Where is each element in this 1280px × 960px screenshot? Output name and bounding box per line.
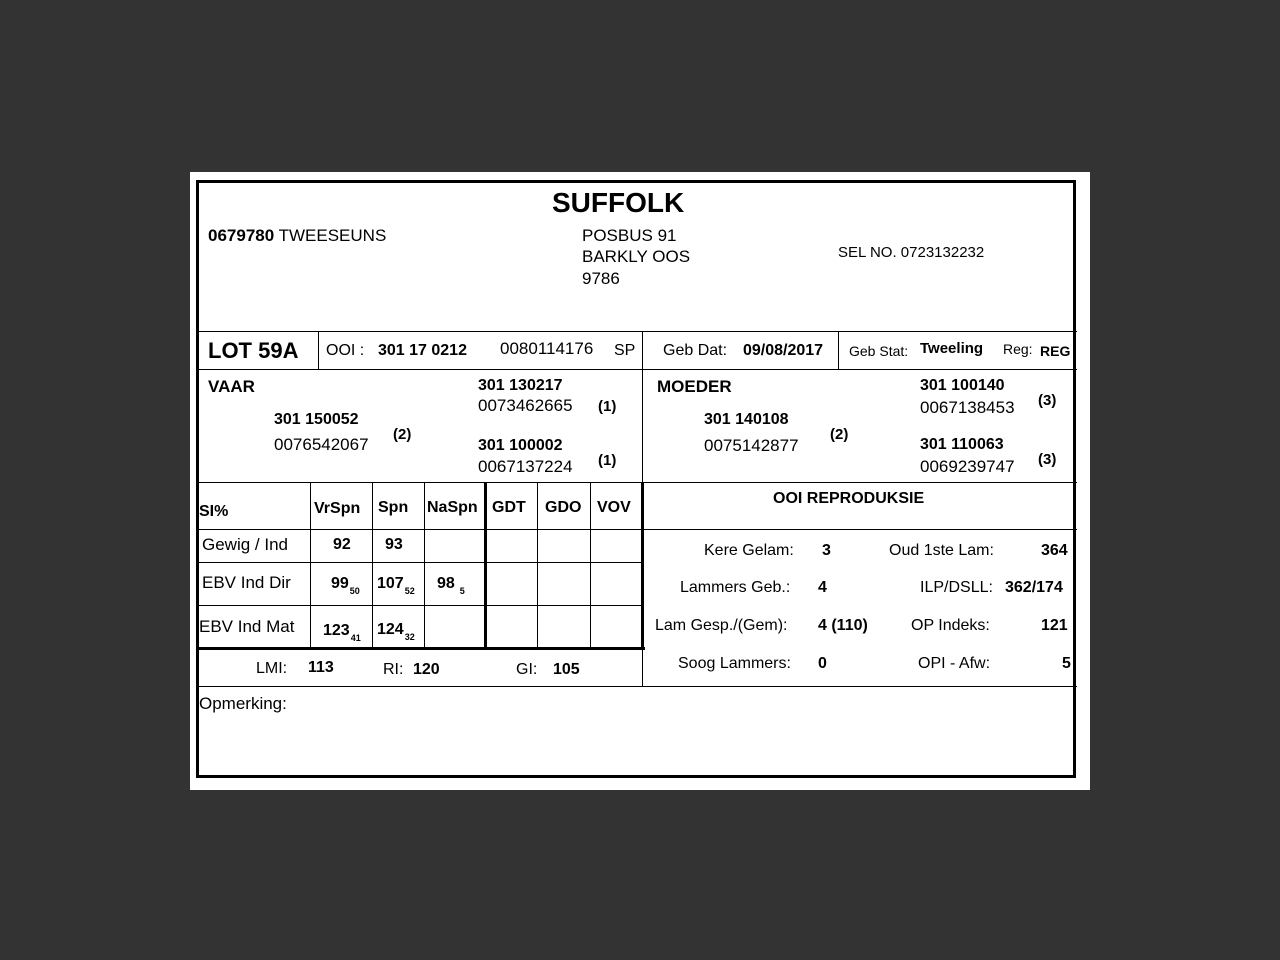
si-header-gdt: GDT (492, 499, 526, 516)
reproduction-title: OOI REPRODUKSIE (773, 490, 925, 507)
si-row-label: Gewig / Ind (202, 535, 288, 554)
moeder-sire-reg: 0067138453 (920, 398, 1015, 417)
lammers-geb-value: 4 (818, 579, 827, 596)
ooi-number: 301 17 0212 (378, 342, 467, 359)
op-indeks-label: OP Indeks: (911, 617, 990, 634)
ilp-label: ILP/DSLL: (920, 579, 993, 596)
remarks-label: Opmerking: (199, 694, 287, 713)
ri-label: RI: (383, 661, 404, 678)
divider (372, 483, 373, 648)
vaar-count: (2) (393, 426, 412, 443)
kere-gelam-label: Kere Gelam: (704, 542, 794, 559)
moeder-sire-id: 301 100140 (920, 377, 1005, 394)
moeder-dam-reg: 0069239747 (920, 457, 1015, 476)
lmi-label: LMI: (256, 660, 288, 677)
si-header-gdo: GDO (545, 499, 582, 516)
lot-number: LOT 59A (208, 338, 299, 363)
si-cell-spn: $107_{52}$ (377, 575, 415, 596)
si-cell-spn: $124_{32}$ (377, 621, 415, 642)
si-header-vov: VOV (597, 499, 631, 516)
vaar-reg: 0076542067 (274, 435, 369, 454)
divider (199, 529, 643, 530)
lammers-geb-label: Lammers Geb.: (680, 579, 791, 596)
kere-gelam-value: 3 (822, 542, 831, 559)
vaar-dam-id: 301 100002 (478, 437, 563, 454)
gi-label: GI: (516, 661, 538, 678)
divider (590, 483, 591, 648)
divider (310, 483, 311, 648)
birth-date-label: Geb Dat: (663, 342, 728, 359)
moeder-label: MOEDER (657, 377, 732, 396)
divider (642, 529, 1077, 530)
divider (199, 686, 1077, 687)
reg-label: Reg: (1003, 341, 1033, 357)
divider (641, 483, 644, 649)
opi-value: 5 (1062, 655, 1071, 672)
soog-label: Soog Lammers: (678, 655, 791, 672)
divider (537, 483, 538, 648)
divider (199, 331, 1077, 332)
divider (199, 605, 643, 606)
ooi-reg-number: 0080114176 (500, 339, 594, 358)
si-header-naspn: NaSpn (427, 499, 478, 516)
breed-title: SUFFOLK (552, 187, 685, 218)
si-header-vrspn: VrSpn (314, 500, 361, 517)
ooi-label: OOI : (326, 342, 365, 359)
divider (199, 647, 645, 650)
address-line-1: POSBUS 91 (582, 226, 677, 245)
owner-line (208, 227, 386, 244)
oud-label: Oud 1ste Lam: (889, 542, 994, 559)
lam-gesp-label: Lam Gesp./(Gem): (655, 617, 788, 634)
reg-status: REG (1040, 343, 1071, 359)
vaar-sire-count: (1) (598, 398, 617, 415)
vaar-dam-reg: 0067137224 (478, 457, 573, 476)
si-row-label: EBV Ind Dir (202, 573, 291, 592)
birth-status-label: Geb Stat: (849, 343, 909, 359)
divider (318, 331, 319, 369)
gi-value: 105 (553, 661, 580, 678)
op-indeks-value: 121 (1041, 617, 1068, 634)
si-cell-vrspn: $99_{50}$ (331, 575, 360, 596)
address-line-2: BARKLY OOS (582, 247, 691, 266)
divider (199, 482, 1077, 483)
si-cell-vrspn: $123_{41}$ (323, 622, 361, 643)
moeder-dam-id: 301 110063 (920, 436, 1004, 453)
opi-label: OPI - Afw: (918, 655, 991, 672)
si-row-label: EBV Ind Mat (199, 617, 295, 636)
phone-number: SEL NO. 0723132232 (838, 244, 985, 261)
vaar-sire-id: 301 130217 (478, 377, 563, 394)
moeder-dam-count: (3) (1038, 451, 1057, 468)
si-cell-spn: 93 (385, 536, 403, 553)
vaar-sire-reg: 0073462665 (478, 396, 573, 415)
si-header-label: SI% (199, 503, 229, 520)
vaar-id: 301 150052 (274, 411, 359, 428)
owner-name: TWEESEUNS (278, 226, 387, 245)
birth-status: Tweeling (920, 340, 984, 357)
divider (199, 369, 1077, 370)
ri-value: 120 (413, 661, 440, 678)
divider (424, 483, 425, 648)
address-line-3: 9786 (582, 269, 620, 288)
vaar-dam-count: (1) (598, 452, 617, 469)
lot-card (190, 172, 1090, 790)
moeder-sire-count: (3) (1038, 392, 1057, 409)
moeder-id: 301 140108 (704, 411, 789, 428)
card-frame (196, 180, 1076, 778)
si-header-spn: Spn (378, 499, 409, 516)
si-cell-vrspn: 92 (333, 536, 351, 553)
si-cell-naspn: 98 $_5$ (437, 575, 465, 596)
vaar-label: VAAR (208, 377, 255, 396)
lmi-value: 113 (308, 659, 334, 676)
divider (838, 331, 839, 369)
ilp-value: 362/174 (1005, 579, 1063, 596)
sp-code: SP (614, 342, 636, 359)
divider (199, 562, 643, 563)
lam-gesp-value: 4 (110) (818, 617, 868, 634)
birth-date: 09/08/2017 (743, 342, 824, 359)
owner-code: 0679780 (208, 226, 275, 245)
moeder-reg: 0075142877 (704, 436, 799, 455)
moeder-count: (2) (830, 426, 849, 443)
soog-value: 0 (818, 655, 827, 672)
divider (484, 483, 487, 649)
oud-value: 364 (1041, 542, 1068, 559)
